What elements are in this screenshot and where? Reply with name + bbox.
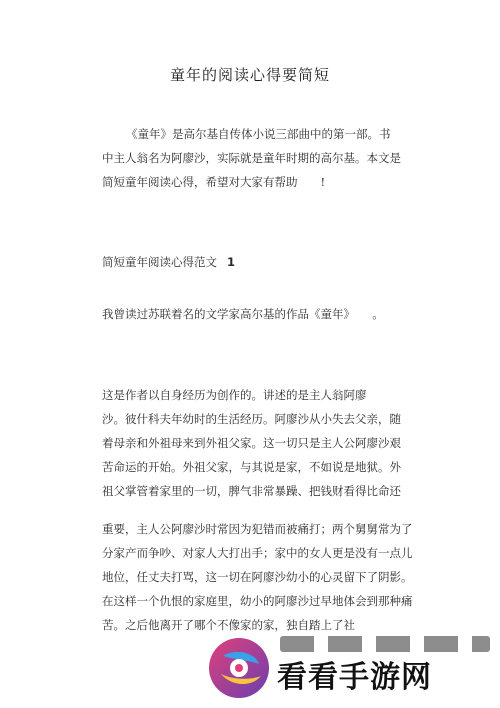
paragraph-line: 苦。之后他离开了哪个不像家的家，独自踏上了社 [102, 618, 355, 632]
section-heading [102, 250, 402, 274]
paragraph-line: 祖父掌管着家里的一切，脾气非常暴躁、把钱财看得比命还 [102, 484, 401, 498]
paragraph-line: 这是作者以自身经历为创作的。讲述的是主人翁阿廖 [102, 388, 367, 402]
watermark-shadow [280, 636, 490, 652]
paragraph-1 [102, 302, 402, 326]
intro-line: 《童年》是高尔基自传体小说三部曲中的第一部。书 [126, 127, 391, 141]
paragraph-3 [102, 517, 413, 637]
site-watermark [205, 630, 495, 708]
paragraph-line: 我曾读过苏联着名的文学家高尔基的作品《童年》 。 [102, 307, 384, 321]
intro-line: 中主人翁名为阿廖沙，实际就是童年时期的高尔基。本文是 [102, 151, 401, 165]
watermark-text: 看看手游网 [277, 660, 432, 695]
paragraph-line: 着母亲和外祖母来到外祖父家。这一切只是主人公阿廖沙艰 [102, 436, 401, 450]
paragraph-line: 苦命运的开始。外祖父家，与其说是家，不如说是地狱。外 [102, 460, 401, 474]
section-number: 1 [227, 255, 236, 269]
paragraph-line: 分家产而争吵、对家人大打出手；家中的女人更是没有一点儿 [102, 546, 413, 560]
section-heading-text: 简短童年阅读心得范文 [102, 255, 217, 269]
document-title: 童年的阅读心得要简短 [169, 66, 330, 84]
paragraph-line: 沙。彼什科夫年幼时的生活经历。阿廖沙从小失去父亲，随 [102, 412, 401, 426]
kk-logo-icon [205, 634, 273, 702]
paragraph-line: 重要，主人公阿廖沙时常因为犯错而被痛打；两个舅舅常为了 [102, 522, 413, 536]
paragraph-line: 在这样一个仇恨的家庭里，幼小的阿廖沙过早地体会到那种痛 [102, 594, 413, 608]
paragraph-2 [102, 383, 402, 503]
intro-paragraph [102, 122, 402, 194]
intro-line: 简短童年阅读心得，希望对大家有帮助 ! [102, 175, 326, 189]
paragraph-line: 地位，任丈夫打骂，这一切在阿廖沙幼小的心灵留下了阴影。 [102, 570, 413, 584]
